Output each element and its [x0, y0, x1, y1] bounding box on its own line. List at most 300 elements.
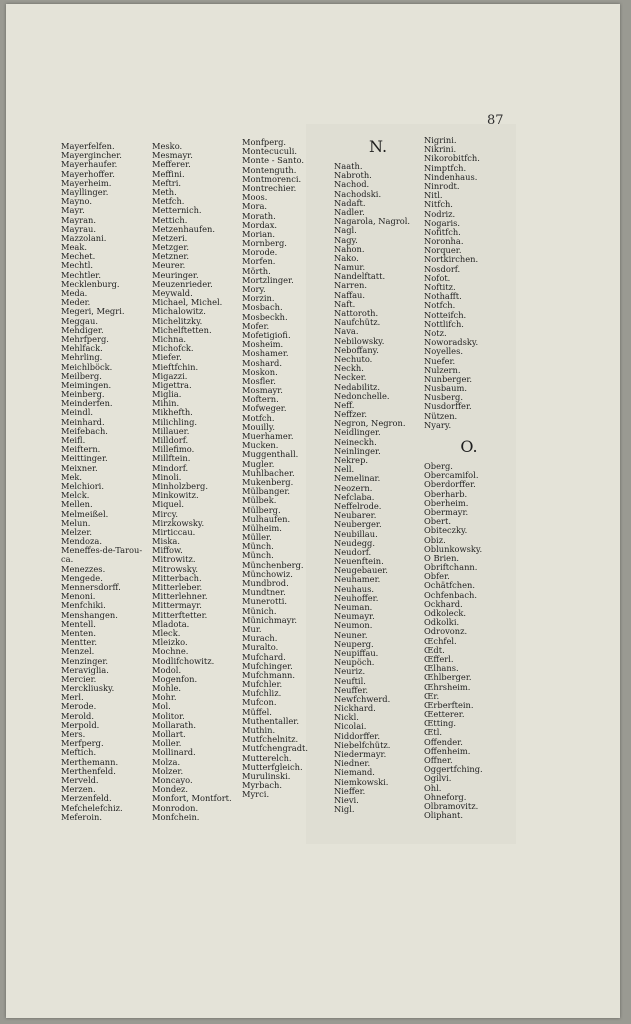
name-entry: Meindl. [61, 407, 94, 418]
name-entry: Michael, Michel. [152, 297, 223, 308]
name-entry: Morode. [242, 247, 278, 258]
name-entry: Offender. [424, 736, 463, 747]
name-entry: Neuffer. [334, 684, 369, 695]
name-entry: Michelftetten. [152, 324, 212, 335]
name-entry: Mircy. [152, 508, 178, 519]
name-entry: Niedermayr. [334, 749, 387, 759]
name-entry: Nagy. [334, 234, 358, 245]
name-entry: Meffini. [152, 168, 185, 179]
name-entry: Montecuculi. [242, 146, 298, 157]
name-entry: Nyary. [424, 419, 452, 430]
name-entry: Oberdorffer. [424, 479, 476, 490]
name-entry: Mitterftetter. [152, 609, 208, 620]
name-entry: Œrberftein. [424, 699, 474, 710]
name-entry: Moos. [242, 192, 268, 203]
name-entry: Neupiffau. [334, 647, 379, 658]
name-entry: Michna. [152, 333, 187, 344]
name-entry: Nekrep. [334, 455, 369, 465]
name-entry: Nimptfch. [424, 162, 467, 173]
name-entry: Mitrowitz. [152, 554, 196, 565]
name-entry: Nedonchelle. [334, 390, 390, 401]
name-entry: Neupöch. [334, 657, 375, 668]
name-entry: Merfperg. [61, 738, 104, 749]
name-column-1 [61, 142, 147, 822]
name-entry: Meixner. [61, 462, 98, 473]
name-entry: Noftitz. [424, 282, 456, 292]
name-entry: Mers. [61, 729, 86, 739]
name-entry: Neubarer. [334, 510, 377, 521]
name-entry: Mellen. [61, 499, 93, 510]
name-entry: Meftri. [152, 177, 182, 188]
name-entry: Nogaris. [424, 217, 461, 228]
name-entry: Neumayr. [334, 611, 375, 622]
name-entry: Müffel. [242, 706, 272, 717]
name-entry: Nefclaba. [334, 491, 375, 502]
name-entry: Miquel. [152, 499, 185, 510]
name-entry: Merpold. [61, 719, 100, 730]
name-entry: Montmorenci. [242, 173, 302, 184]
name-entry: Myrci. [242, 789, 270, 800]
name-entry: Neinlinger. [334, 445, 381, 456]
name-entry: Neuhaus. [334, 583, 375, 594]
name-entry: Morzin. [242, 293, 275, 304]
name-entry: Mohr. [152, 692, 177, 703]
name-entry: Œtl. [424, 727, 443, 738]
name-entry: Muralto. [242, 642, 279, 653]
name-entry: Neozern. [334, 482, 373, 493]
name-entry: Münchenberg. [242, 559, 304, 570]
name-entry: Oblunkowsky. [424, 543, 483, 554]
name-entry: Merthemann. [61, 756, 119, 767]
name-entry: Mohle. [152, 683, 182, 694]
name-entry: Necker. [334, 372, 367, 383]
name-entry: Mutterfgleich. [242, 761, 303, 772]
name-entry: Morian. [242, 228, 276, 239]
name-entry: Meftich. [61, 747, 97, 758]
name-entry: Meywald. [152, 288, 193, 298]
name-entry: Modol. [152, 664, 182, 675]
name-entry: Mesmayr. [152, 150, 193, 161]
name-entry: Mora. [242, 201, 268, 212]
name-entry: Nadaft. [334, 197, 366, 208]
name-entry: Miffow. [152, 545, 183, 556]
name-entry: Millefimo. [152, 444, 195, 455]
name-entry: Mondez. [152, 784, 189, 795]
name-entry: Ochätfchen. [424, 580, 476, 591]
name-entry: Neuhamer. [334, 574, 381, 585]
name-entry: Muthin. [242, 725, 276, 735]
name-entry: Obfer. [424, 571, 450, 582]
name-entry: Menezzes. [61, 563, 106, 574]
name-entry: Neuperg. [334, 638, 374, 649]
name-entry: Naufchütz. [334, 317, 381, 328]
name-entry: Negron, Negron. [334, 418, 406, 429]
name-entry: Merode. [61, 701, 97, 712]
name-entry: Neidlinger. [334, 427, 381, 438]
name-entry: Megeri, Megri. [61, 306, 125, 317]
name-entry: Müller. [242, 532, 272, 543]
name-entry: Mercier. [61, 673, 97, 684]
name-entry: Œfferl. [424, 653, 454, 664]
name-entry: Mochne. [152, 646, 189, 657]
name-entry: Nava. [334, 326, 359, 337]
name-entry: Neugebauer. [334, 565, 388, 576]
name-entry: Meuzenrieder. [152, 278, 213, 289]
name-entry: Mindorf. [152, 462, 189, 473]
name-entry: Nortkirchen. [424, 254, 479, 265]
name-entry: Mehdiger. [61, 324, 104, 335]
name-entry: Neuhoffer. [334, 592, 379, 603]
name-entry: Miefer. [152, 352, 182, 363]
name-entry: Mikhefth. [152, 407, 193, 418]
name-entry: Mengede. [61, 572, 103, 583]
name-entry: Meda. [61, 288, 88, 298]
name-entry: Nachodski. [334, 188, 382, 199]
name-entry: Obiz. [424, 534, 446, 545]
name-entry: Nofitfch. [424, 226, 461, 237]
name-entry: Munerotti. [242, 596, 288, 607]
name-entry: Mory. [242, 284, 266, 294]
name-entry: Neineckh. [334, 436, 377, 447]
name-entry: Newfchwerd. [334, 693, 391, 704]
name-entry: Mechet. [61, 251, 96, 262]
name-entry: Mayerhoffer. [61, 168, 115, 179]
name-entry: Meuringer. [152, 269, 199, 280]
name-entry: Nabroth. [334, 170, 372, 181]
name-entry: Neuman. [334, 602, 373, 612]
name-entry: Migettra. [152, 379, 192, 390]
name-entry: Nosdorf. [424, 263, 461, 274]
name-entry: Mesko. [152, 141, 183, 151]
name-entry: Œchfel. [424, 635, 457, 646]
name-entry: Neudorf. [334, 546, 372, 557]
name-entry: Molza. [152, 756, 181, 767]
name-entry: Mayran. [61, 214, 97, 225]
name-entry: Odkolki. [424, 617, 460, 628]
name-entry: Montrechier. [242, 182, 297, 193]
name-entry: Mehrling. [61, 352, 103, 363]
name-entry: Ockhard. [424, 598, 463, 609]
name-entry: Münch. [242, 550, 274, 561]
name-entry: Mundtner. [242, 587, 286, 598]
name-entry: Modlifchowitz. [152, 655, 215, 666]
name-entry: Mleizko. [152, 637, 188, 648]
name-entry: Michelitzky. [152, 315, 203, 326]
name-entry: Nedabilitz. [334, 381, 381, 392]
name-entry: Odrovonz. [424, 626, 468, 637]
name-entry: Milichling. [152, 416, 198, 427]
name-entry: Mazzolani. [61, 232, 107, 243]
name-entry: Neubillau. [334, 528, 378, 539]
name-entry: Mufchard. [242, 651, 286, 662]
name-entry: Mukenberg. [242, 476, 294, 487]
name-entry: Nadler. [334, 206, 365, 217]
name-entry: Narren. [334, 280, 368, 291]
name-entry: Monte - Santo. [242, 155, 304, 166]
name-entry: Nulzern. [424, 364, 461, 375]
name-entry: Neuenftein. [334, 556, 384, 567]
name-entry: Merold. [61, 710, 94, 721]
name-entry: ca. [61, 554, 74, 565]
name-entry: Niemkowski. [334, 776, 389, 787]
name-entry: Mosfler. [242, 375, 276, 386]
name-entry: Œetterer. [424, 709, 465, 720]
name-entry: Mefchelefchiz. [61, 802, 123, 813]
name-entry: Moller. [152, 738, 182, 749]
name-entry: Monfchein. [152, 811, 200, 822]
name-column-3 [242, 138, 330, 800]
name-entry: Merthenfeld. [61, 765, 116, 776]
name-entry: Mihin. [152, 398, 180, 409]
name-entry: Mayerfelfen. [61, 141, 115, 151]
name-entry: Meneffes-de-Tarou- [61, 545, 143, 556]
name-entry: Nikorobitfch. [424, 153, 480, 164]
name-entry: Norquer. [424, 245, 462, 256]
name-entry: Molzer. [152, 765, 184, 776]
name-entry: Mayrau. [61, 223, 97, 234]
name-entry: Mülheim. [242, 522, 282, 533]
name-entry: Nahon. [334, 243, 365, 254]
name-entry: Ogilvi. [424, 773, 452, 784]
name-entry: Niddorffer. [334, 730, 380, 741]
name-entry: Nusbaum. [424, 383, 467, 394]
name-entry: Mülberg. [242, 504, 281, 515]
name-entry: Notz. [424, 327, 447, 338]
name-entry: Nofot. [424, 272, 451, 283]
name-entry: Mek. [61, 471, 83, 482]
name-entry: Meurer. [152, 260, 186, 271]
name-entry: Mehrfperg. [61, 333, 109, 344]
name-entry: Merckliusky. [61, 683, 115, 694]
section-letter-heading: N. [368, 137, 388, 156]
name-entry: Nieffer. [334, 785, 366, 796]
name-entry: Noronha. [424, 236, 464, 247]
name-entry: Nandelftatt. [334, 271, 386, 282]
name-entry: Mogenfon. [152, 673, 198, 684]
name-entry: Mitrowsky. [152, 563, 199, 574]
name-entry: Noyelles. [424, 346, 463, 357]
name-entry: Nitfch. [424, 199, 453, 210]
name-entry: Menshangen. [61, 609, 118, 620]
document-page [6, 4, 620, 1018]
name-entry: Oberharb. [424, 488, 468, 499]
name-entry: Mornberg. [242, 238, 287, 249]
name-entry: Mouilly. [242, 421, 276, 432]
name-entry: Œdt. [424, 644, 445, 655]
name-entry: Mucken. [242, 440, 279, 451]
name-entry: Meifl. [61, 435, 86, 445]
name-entry: Meder. [61, 297, 91, 308]
name-entry: Metzger. [152, 242, 190, 253]
name-entry: Muerhamer. [242, 431, 294, 441]
name-entry: Obiteczky. [424, 525, 468, 536]
name-entry: Notteifch. [424, 309, 467, 320]
name-entry: Nuefer. [424, 355, 456, 366]
name-entry: Menten. [61, 627, 96, 638]
name-entry: Mladota. [152, 618, 190, 629]
name-entry: Nützen. [424, 410, 458, 421]
name-entry: Obercamifol. [424, 470, 479, 481]
name-entry: Mendoza. [61, 536, 103, 547]
name-entry: Metzenhaufen. [152, 223, 215, 234]
name-entry: Mofweger. [242, 403, 287, 414]
name-entry: Meth. [152, 186, 177, 197]
name-entry: Naft. [334, 298, 356, 309]
name-entry: Mayllinger. [61, 186, 109, 197]
name-entry: Neuftil. [334, 675, 366, 686]
name-entry: Nemelinar. [334, 473, 381, 484]
name-entry: Naffau. [334, 289, 366, 300]
name-entry: Nikrini. [424, 144, 457, 155]
name-entry: Neffzer. [334, 409, 368, 420]
name-entry: Münich. [242, 605, 277, 616]
page-number: 87 [487, 113, 504, 128]
name-entry: Œlhans. [424, 663, 459, 674]
name-entry: Mutterelch. [242, 752, 292, 763]
name-column-5 [424, 136, 514, 820]
name-entry: Mufchler. [242, 679, 283, 690]
name-entry: Meggau. [61, 315, 98, 326]
name-entry: Mayr. [61, 205, 85, 216]
name-entry: Neumon. [334, 620, 373, 631]
name-entry: Mayerheim. [61, 177, 112, 188]
name-entry: Mirticcau. [152, 526, 196, 537]
name-entry: Mosmayr. [242, 385, 283, 396]
name-entry: Oberheim. [424, 497, 469, 508]
name-entry: Motfch. [242, 412, 275, 423]
name-entry: Nunberger. [424, 373, 473, 384]
name-entry: Murulinski. [242, 770, 291, 781]
name-entry: Neckh. [334, 363, 364, 374]
name-entry: Muhlbacher. [242, 467, 295, 478]
name-entry: Mortzlinger. [242, 274, 294, 285]
name-entry: Neuberger. [334, 519, 382, 530]
name-entry: Nickhard. [334, 703, 376, 714]
name-entry: Mieftfchin. [152, 361, 199, 372]
name-entry: Namur. [334, 262, 366, 273]
name-entry: Mörth. [242, 265, 271, 276]
name-entry: Oggertfching. [424, 764, 483, 775]
name-entry: Niebelfchütz. [334, 739, 391, 750]
name-entry: Merl. [61, 692, 84, 703]
name-entry: Mettich. [152, 214, 188, 225]
name-entry: Nigrini. [424, 135, 457, 145]
name-entry: Offner. [424, 755, 453, 765]
name-entry: Ochfenbach. [424, 589, 478, 600]
name-entry: Mayergincher. [61, 150, 122, 161]
name-entry: Münchowiz. [242, 568, 293, 579]
name-entry: Nindenhaus. [424, 171, 478, 182]
name-entry: Mugler. [242, 458, 275, 469]
name-entry: Menoni. [61, 591, 96, 602]
name-entry: Obermayr. [424, 506, 469, 517]
name-entry: Mefferer. [152, 159, 191, 170]
name-entry: Meinberg. [61, 389, 105, 400]
name-entry: Meak. [61, 242, 88, 253]
name-entry: Mülbek. [242, 495, 277, 506]
name-entry: Mordax. [242, 219, 278, 230]
name-entry: Nothafft. [424, 291, 462, 302]
name-entry: Meiftern. [61, 444, 101, 455]
name-entry: Metternich. [152, 205, 202, 216]
name-entry: Miska. [152, 536, 181, 547]
name-entry: Mufchmann. [242, 669, 296, 680]
name-entry: Michofck. [152, 343, 194, 354]
name-entry: Nievi. [334, 794, 359, 805]
name-entry: Mitterlehner. [152, 591, 208, 602]
name-entry: Naath. [334, 161, 363, 171]
name-entry: Millftein. [152, 453, 191, 464]
name-entry: Meichlböck. [61, 361, 113, 372]
name-entry: Noworadsky. [424, 337, 479, 348]
name-entry: Moskon. [242, 366, 278, 377]
name-entry: Mleck. [152, 627, 181, 638]
name-entry: Melun. [61, 517, 91, 528]
name-entry: Mecklenburg. [61, 278, 120, 289]
name-entry: Œhlberger. [424, 672, 472, 683]
name-entry: Ohl. [424, 782, 442, 793]
name-entry: Moshamer. [242, 348, 289, 359]
name-entry: Meinderfen. [61, 398, 113, 409]
name-entry: Nebilowsky. [334, 335, 385, 346]
name-entry: Nickl. [334, 712, 359, 723]
name-entry: Migazzi. [152, 370, 188, 381]
name-entry: Mosheim. [242, 339, 284, 350]
name-entry: Meifebach. [61, 425, 108, 436]
name-entry: Minholzberg. [152, 480, 208, 491]
name-entry: Miglia. [152, 389, 182, 400]
name-entry: Myrbach. [242, 780, 283, 791]
section-letter-heading: O. [460, 437, 478, 456]
name-entry: Mofetigiofi. [242, 329, 291, 340]
name-entry: Melzer. [61, 526, 93, 537]
name-entry: Mufchinger. [242, 660, 293, 671]
name-entry: Mosbeckh. [242, 311, 288, 322]
name-entry: Molitor. [152, 710, 185, 721]
name-entry: Merzenfeld. [61, 793, 112, 804]
name-entry: Nachod. [334, 179, 370, 190]
name-entry: Mutfchengradt. [242, 743, 308, 754]
name-entry: Mutfchelnitz. [242, 734, 299, 745]
name-entry: Meilberg. [61, 370, 102, 381]
name-entry: Neboffany. [334, 344, 379, 355]
name-entry: Mosbach. [242, 302, 283, 313]
name-entry: Olbramovitz. [424, 800, 479, 811]
name-entry: Notfch. [424, 300, 456, 311]
name-entry: Nell. [334, 464, 355, 475]
name-entry: Niemand. [334, 767, 375, 778]
name-entry: Mechtler. [61, 269, 101, 280]
name-entry: Obert. [424, 516, 451, 527]
name-entry: Metfch. [152, 196, 185, 207]
name-entry: Nitl. [424, 190, 443, 201]
name-entry: Ninrodt. [424, 180, 460, 191]
name-entry: Œtting. [424, 718, 457, 729]
name-entry: Mennersdorff. [61, 582, 121, 592]
name-entry: Monrodon. [152, 802, 199, 813]
name-entry: Meraviglia. [61, 664, 109, 675]
name-entry: Mulhaufen. [242, 513, 291, 524]
name-entry: Neudegg. [334, 537, 375, 548]
name-entry: Mollart. [152, 729, 186, 739]
name-entry: Minoli. [152, 471, 182, 482]
name-entry: Obriftchann. [424, 562, 478, 573]
name-entry: Œr. [424, 690, 440, 701]
name-entry: Nodriz. [424, 208, 456, 219]
name-entry: Meimingen. [61, 379, 112, 390]
name-entry: Mollarath. [152, 719, 196, 730]
name-entry: Metzner. [152, 251, 190, 262]
